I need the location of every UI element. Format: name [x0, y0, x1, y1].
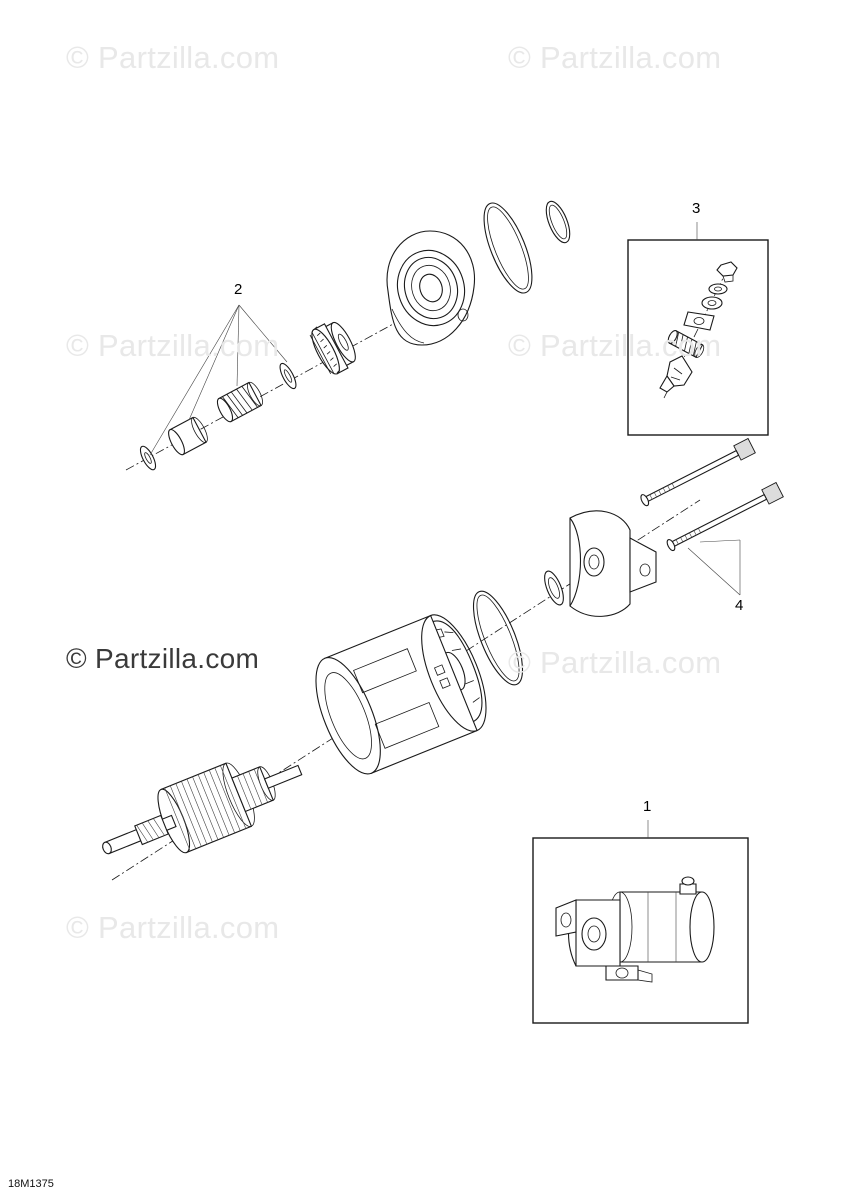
- watermark: © Partzilla.com: [508, 645, 722, 680]
- watermark: © Partzilla.com: [508, 40, 722, 75]
- watermark: © Partzilla.com: [66, 328, 280, 363]
- washer-small: [137, 444, 158, 472]
- watermark: © Partzilla.com: [508, 328, 722, 363]
- callout-4: 4: [735, 597, 744, 614]
- washer-ring: [277, 361, 299, 390]
- group-4-bolts: [638, 439, 783, 595]
- bushing-sleeve: [166, 415, 211, 457]
- watermark: © Partzilla.com: [66, 910, 280, 945]
- watermark-primary: © Partzilla.com: [66, 643, 260, 674]
- through-bolt-lower: [665, 483, 784, 554]
- o-ring-small: [541, 198, 574, 246]
- callout-3: 3: [692, 200, 701, 217]
- o-ring-large: [474, 197, 541, 299]
- part-code-label: 18M1375: [8, 1178, 54, 1190]
- starter-end-housing: [387, 231, 475, 345]
- group-1-inset: [533, 820, 748, 1023]
- callout-1: 1: [643, 798, 652, 815]
- pinion-gear: [306, 316, 361, 377]
- through-bolt-upper: [638, 439, 755, 509]
- armature: [91, 739, 313, 881]
- watermark: © Partzilla.com: [66, 40, 280, 75]
- callout-2: 2: [234, 281, 243, 298]
